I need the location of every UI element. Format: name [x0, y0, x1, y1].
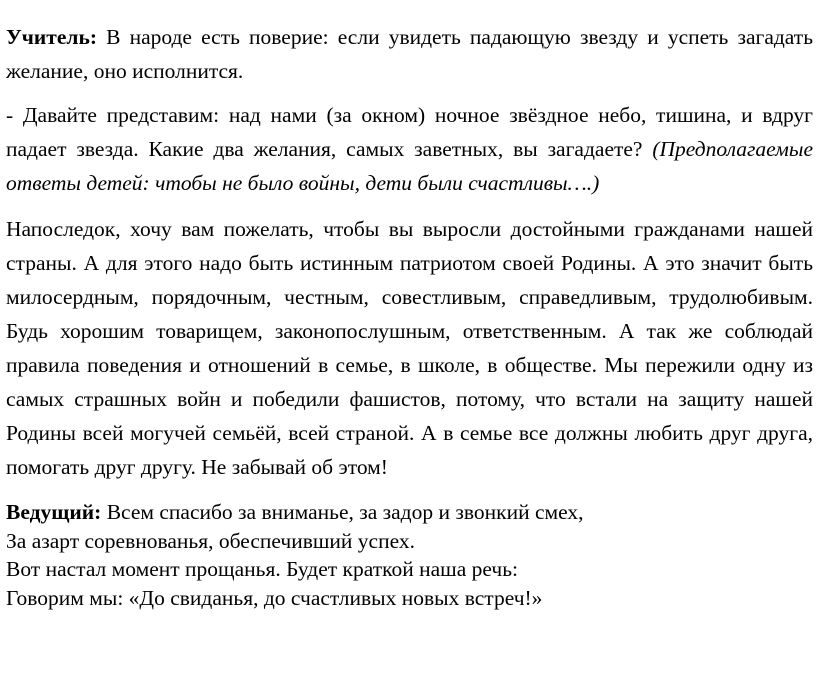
expected-answers-note: (Предполагаемые ответы детей: чтобы не было войны, дети были счастливы….)	[6, 137, 813, 195]
verse-line-text: Всем спасибо за вниманье, за задор и звонкий смех,	[101, 500, 584, 524]
document-page	[6, 20, 813, 612]
host-verse	[6, 498, 813, 612]
host-speaker-label: Ведущий:	[6, 500, 102, 524]
teacher-farewell-paragraph: Напоследок, хочу вам пожелать, чтобы вы выросли достойными гражданами нашей страны. А для этого надо быть истинным патриотом своей Родины. А это значит быть милосердным, порядочным, честным, совестливым, справедливым, трудолюбивым. Будь хорошим товарищем, законопослушным, ответственным. А так же соблюдай правила поведения и отношений в семье, в школе, в обществе. Мы пережили одну из самых страшных войн и победили фашистов, потому, что встали на защиту нашей Родины всей могучей семьёй, всей страной. А в семье все должны любить друг друга, помогать друг другу. Не забывай об этом!	[6, 217, 813, 479]
teacher-intro-text: В народе есть поверие: если увидеть падающую звезду и успеть загадать желание, оно исполнится.	[6, 25, 813, 83]
teacher-intro-paragraph	[6, 20, 813, 88]
verse-line	[6, 498, 813, 527]
verse-line: Вот настал момент прощанья. Будет краткой наша речь:	[6, 557, 518, 581]
verse-line: Говорим мы: «До свиданья, до счастливых новых встреч!»	[6, 585, 543, 610]
verse-line: За азарт соревнованья, обеспечивший успех.	[6, 528, 415, 553]
teacher-speaker-label: Учитель:	[6, 25, 97, 49]
teacher-question-text: - Давайте представим: над нами (за окном) ночное звёздное небо, тишина, и вдруг падает звезда. Какие два желания, самых заветных, вы загадаете?	[6, 103, 813, 161]
teacher-question-paragraph	[6, 98, 813, 200]
